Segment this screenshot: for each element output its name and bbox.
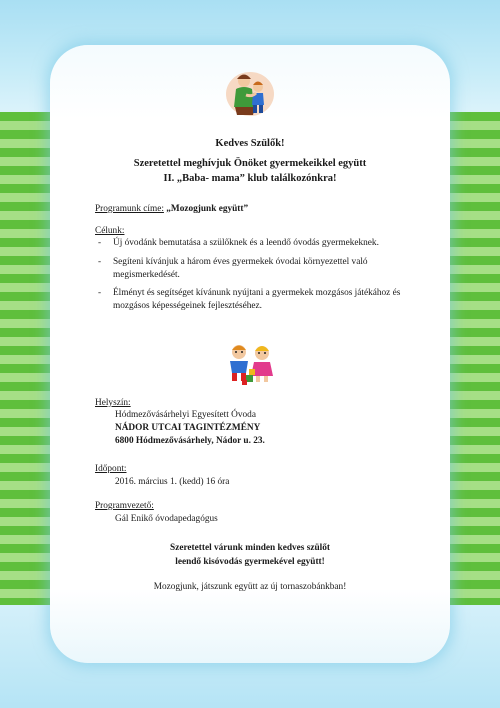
list-item: - Segíteni kívánjuk a három éves gyermekek óvodai környezettel való megismerkedését.: [98, 256, 368, 280]
time-label: Időpont:: [95, 464, 127, 474]
goals-list: [95, 237, 415, 319]
location-line-2: NÁDOR UTCAI TAGINTÉZMÉNY: [115, 423, 261, 434]
closing-line-1: Szeretettel várunk minden kedves szülőt: [170, 543, 330, 553]
invitation-heading: [50, 156, 450, 186]
parent-child-illustration: [224, 67, 276, 119]
children-playing-illustration: [222, 342, 278, 386]
organizer-value: Gál Enikő óvodapedagógus: [115, 514, 218, 524]
list-item: - Új óvodánk bemutatása a szülőknek és a leendő óvodás gyermekeknek.: [98, 238, 379, 248]
location-line-3: 6800 Hódmezővásárhely, Nádor u. 23.: [115, 436, 265, 447]
organizer-label: Programvezető:: [95, 501, 154, 511]
location-label: Helyszín:: [95, 398, 131, 408]
invitation-line-1: Szeretettel meghívjuk Önöket gyermekeikkel együtt: [133, 158, 367, 169]
program-title-row: [95, 203, 248, 216]
goals-label: Célunk:: [95, 226, 125, 236]
program-title: „Mozogjunk együtt”: [166, 204, 249, 214]
greeting-heading: Kedves Szülők!: [215, 138, 285, 149]
time-value: 2016. március 1. (kedd) 16 óra: [115, 477, 230, 487]
final-message: Mozogjunk, játszunk együtt az új tornaszobánkban!: [153, 582, 347, 592]
invitation-content: [50, 45, 450, 663]
list-item: - Élményt és segítséget kívánunk nyújtani a gyermekek mozgásos játékához és mozgásos képességeinek fejlesztéséhez.: [98, 288, 401, 312]
invitation-line-2: II. „Baba- mama” klub találkozónkra!: [163, 173, 337, 185]
closing-line-2: leendő kisóvodás gyermekével együtt!: [175, 556, 325, 567]
closing-message: [50, 542, 450, 570]
location-line-1: Hódmezővásárhelyi Egyesített Óvoda: [115, 410, 256, 420]
location-block: [115, 409, 265, 449]
program-label: Programunk címe:: [95, 204, 164, 214]
